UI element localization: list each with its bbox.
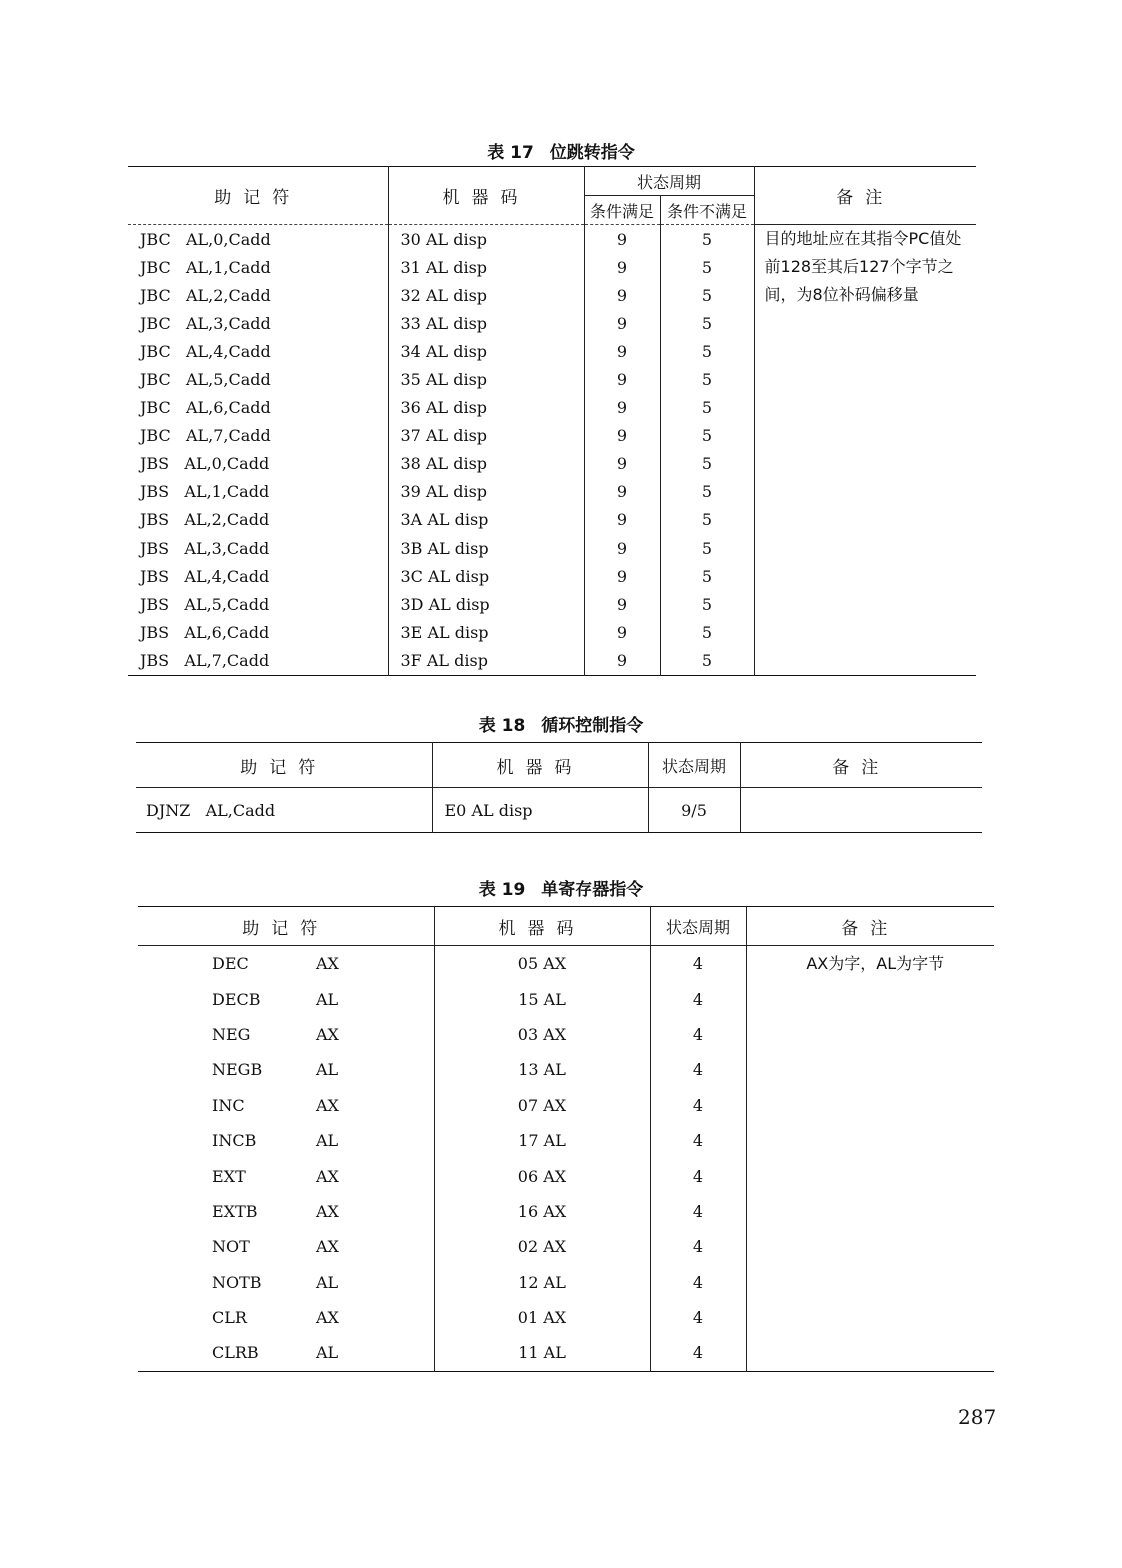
table17-header-machine-code: 机器码: [388, 167, 584, 225]
table17-mnemonic: JBS AL,5,Cadd: [140, 594, 270, 614]
table19-mnemonic: [138, 1229, 434, 1264]
table17-mnemonic: JBC AL,6,Cadd: [140, 398, 271, 418]
table17-cycles-not-met: 5: [660, 309, 754, 337]
table19-code: 06 AX: [434, 1158, 650, 1193]
table19-op: CLRB: [212, 1343, 259, 1363]
table17-code: 31 AL disp: [388, 253, 584, 281]
table17-header-mnemonic: 助记符: [128, 167, 388, 225]
table17-remark: 目的地址应在其指令PC值处前128至其后127个字节之间，为8位补码偏移量: [754, 225, 976, 676]
table17-cycles-not-met: 5: [660, 534, 754, 562]
table19-mnemonic: [138, 1265, 434, 1300]
table18-header-remark: 备注: [740, 743, 982, 788]
table19-reg: AX: [316, 1237, 339, 1257]
table17: [128, 166, 976, 676]
table17-code: 3F AL disp: [388, 646, 584, 675]
table17-cycles-not-met: 5: [660, 225, 754, 254]
table19-caption: [0, 875, 1122, 900]
table19-cycles: 4: [650, 981, 746, 1016]
table19-cycles: 4: [650, 1052, 746, 1087]
table18-header-cycles: 状态周期: [648, 743, 740, 788]
table19-code: 05 AX: [434, 946, 650, 982]
table17-code: 30 AL disp: [388, 225, 584, 254]
table17-mnemonic: JBS AL,6,Cadd: [140, 622, 270, 642]
table19-code: 03 AX: [434, 1017, 650, 1052]
table19-mnemonic: [138, 1017, 434, 1052]
table19-body: [138, 946, 994, 1372]
table18: [136, 742, 982, 833]
table17-cycles-met: 9: [584, 337, 660, 365]
table19-cycles: 4: [650, 1265, 746, 1300]
table19-code: 11 AL: [434, 1335, 650, 1371]
table19-title: 单寄存器指令: [541, 880, 644, 900]
table17-code: 34 AL disp: [388, 337, 584, 365]
table19-remark: AX为字，AL为字节: [746, 946, 994, 1372]
table17-body: [128, 225, 976, 676]
table19-cycles: 4: [650, 1194, 746, 1229]
table19-cycles: 4: [650, 1123, 746, 1158]
table19-reg: AX: [316, 954, 339, 974]
table19-reg: AX: [316, 1166, 339, 1186]
table17-cycles-not-met: 5: [660, 478, 754, 506]
table17-cycles-not-met: 5: [660, 394, 754, 422]
table18-caption: [0, 711, 1122, 736]
table17-mnemonic: JBC AL,7,Cadd: [140, 426, 271, 446]
table19-reg: AL: [316, 1343, 339, 1363]
table18-remark: [740, 788, 982, 833]
table17-code: 3D AL disp: [388, 590, 584, 618]
table17-mnemonic: JBC AL,0,Cadd: [140, 229, 271, 249]
table19-reg: AX: [316, 1308, 339, 1328]
table17-mnemonic: JBC AL,5,Cadd: [140, 370, 271, 390]
table17-mnemonic: JBC AL,2,Cadd: [140, 285, 271, 305]
table19-op: NOTB: [212, 1272, 262, 1292]
table19-op: NEGB: [212, 1060, 263, 1080]
table17-cycles-not-met: 5: [660, 618, 754, 646]
table19-cycles: 4: [650, 1229, 746, 1264]
page-number: 287: [958, 1405, 997, 1429]
table17-mnemonic: JBS AL,7,Cadd: [140, 650, 270, 670]
table17-header-cycles-met: 条件满足: [584, 196, 660, 225]
table19-op: DEC: [212, 954, 249, 974]
table17-cycles-met: 9: [584, 562, 660, 590]
table17-mnemonic: JBC AL,1,Cadd: [140, 257, 271, 277]
table-row: [138, 946, 994, 982]
table17-cycles-met: 9: [584, 394, 660, 422]
table19-mnemonic: [138, 981, 434, 1016]
table17-cycles-met: 9: [584, 309, 660, 337]
table17-cycles-not-met: 5: [660, 337, 754, 365]
table19-number: 表 19: [478, 880, 526, 900]
table17-mnemonic: JBS AL,2,Cadd: [140, 510, 270, 530]
table-row: [128, 225, 976, 254]
table19-op: NEG: [212, 1024, 251, 1044]
table19-code: 16 AX: [434, 1194, 650, 1229]
table18-code: E0 AL disp: [432, 788, 648, 833]
table17-cycles-met: 9: [584, 422, 660, 450]
table17-code: 3E AL disp: [388, 618, 584, 646]
table19-cycles: 4: [650, 946, 746, 982]
table19-code: 07 AX: [434, 1088, 650, 1123]
table19-header-machine-code: 机器码: [434, 907, 650, 946]
table17-code: 3B AL disp: [388, 534, 584, 562]
table17-number: 表 17: [487, 143, 534, 163]
table18-number: 表 18: [478, 716, 526, 736]
table19-cycles: 4: [650, 1017, 746, 1052]
table19-mnemonic: [138, 1194, 434, 1229]
table17-code: 38 AL disp: [388, 450, 584, 478]
table-row: [136, 788, 982, 833]
table19-reg: AX: [316, 1201, 339, 1221]
table19-header-mnemonic: 助记符: [138, 907, 434, 946]
table19-op: EXT: [212, 1166, 246, 1186]
table17-mnemonic: JBS AL,3,Cadd: [140, 538, 270, 558]
table19-mnemonic: [138, 1158, 434, 1193]
table17-code: 37 AL disp: [388, 422, 584, 450]
table17-cycles-not-met: 5: [660, 562, 754, 590]
table19-code: 01 AX: [434, 1300, 650, 1335]
table19-code: 17 AL: [434, 1123, 650, 1158]
table19-mnemonic: [138, 946, 434, 982]
table17-code: 35 AL disp: [388, 365, 584, 393]
table19-op: INCB: [212, 1131, 257, 1151]
table17-mnemonic: JBS AL,1,Cadd: [140, 482, 270, 502]
table17-mnemonic: JBS AL,0,Cadd: [140, 454, 270, 474]
table17-cycles-met: 9: [584, 478, 660, 506]
table17-cycles-not-met: 5: [660, 365, 754, 393]
table17-cycles-not-met: 5: [660, 253, 754, 281]
table18-title: 循环控制指令: [541, 716, 644, 736]
table19-reg: AX: [316, 1024, 339, 1044]
table19-op: EXTB: [212, 1201, 258, 1221]
table19-reg: AL: [316, 1131, 339, 1151]
table17-cycles-not-met: 5: [660, 590, 754, 618]
table19-cycles: 4: [650, 1088, 746, 1123]
table19-code: 02 AX: [434, 1229, 650, 1264]
table19-header-remark: 备注: [746, 907, 994, 946]
table17-cycles-not-met: 5: [660, 450, 754, 478]
table19-reg: AL: [316, 1060, 339, 1080]
table18-header-mnemonic: 助记符: [136, 743, 432, 788]
table17-code: 3A AL disp: [388, 506, 584, 534]
table17-code: 33 AL disp: [388, 309, 584, 337]
table17-code: 32 AL disp: [388, 281, 584, 309]
table17-mnemonic: JBS AL,4,Cadd: [140, 566, 270, 586]
table19-reg: AL: [316, 989, 339, 1009]
table19-mnemonic: [138, 1088, 434, 1123]
table19-cycles: 4: [650, 1158, 746, 1193]
table18-mnemonic: DJNZ AL,Cadd: [146, 800, 276, 820]
table17-cycles-met: 9: [584, 646, 660, 675]
table17-header-cycles-not-met: 条件不满足: [660, 196, 754, 225]
table17-cycles-met: 9: [584, 281, 660, 309]
table17-mnemonic: JBC AL,4,Cadd: [140, 341, 271, 361]
table18-header-machine-code: 机器码: [432, 743, 648, 788]
table17-cycles-met: 9: [584, 225, 660, 254]
table17-cycles-met: 9: [584, 506, 660, 534]
table17-title: 位跳转指令: [549, 143, 635, 163]
table17-cycles-met: 9: [584, 590, 660, 618]
table19-op: INC: [212, 1095, 245, 1115]
table17-code: 36 AL disp: [388, 394, 584, 422]
table19-mnemonic: [138, 1335, 434, 1371]
table17-cycles-not-met: 5: [660, 506, 754, 534]
table19-code: 15 AL: [434, 981, 650, 1016]
table19: [138, 906, 994, 1372]
table19-mnemonic: [138, 1123, 434, 1158]
table19-op: DECB: [212, 989, 261, 1009]
table17-header-remark: 备注: [754, 167, 976, 225]
table17-mnemonic: JBC AL,3,Cadd: [140, 313, 271, 333]
table17-cycles-met: 9: [584, 450, 660, 478]
table17-cycles-met: 9: [584, 618, 660, 646]
table19-cycles: 4: [650, 1300, 746, 1335]
table18-cycles: 9/5: [648, 788, 740, 833]
table17-cycles-met: 9: [584, 365, 660, 393]
table19-op: CLR: [212, 1308, 247, 1328]
table17-code: 3C AL disp: [388, 562, 584, 590]
table19-reg: AL: [316, 1272, 339, 1292]
table17-caption: [0, 138, 1122, 163]
table19-cycles: 4: [650, 1335, 746, 1371]
table19-code: 12 AL: [434, 1265, 650, 1300]
table19-mnemonic: [138, 1300, 434, 1335]
table17-header-cycles: 状态周期: [584, 167, 754, 196]
table19-header-cycles: 状态周期: [650, 907, 746, 946]
table19-code: 13 AL: [434, 1052, 650, 1087]
table19-op: NOT: [212, 1237, 250, 1257]
table17-cycles-not-met: 5: [660, 281, 754, 309]
table17-cycles-met: 9: [584, 534, 660, 562]
table17-cycles-met: 9: [584, 253, 660, 281]
table19-reg: AX: [316, 1095, 339, 1115]
table17-cycles-not-met: 5: [660, 646, 754, 675]
table17-code: 39 AL disp: [388, 478, 584, 506]
table19-mnemonic: [138, 1052, 434, 1087]
table17-cycles-not-met: 5: [660, 422, 754, 450]
